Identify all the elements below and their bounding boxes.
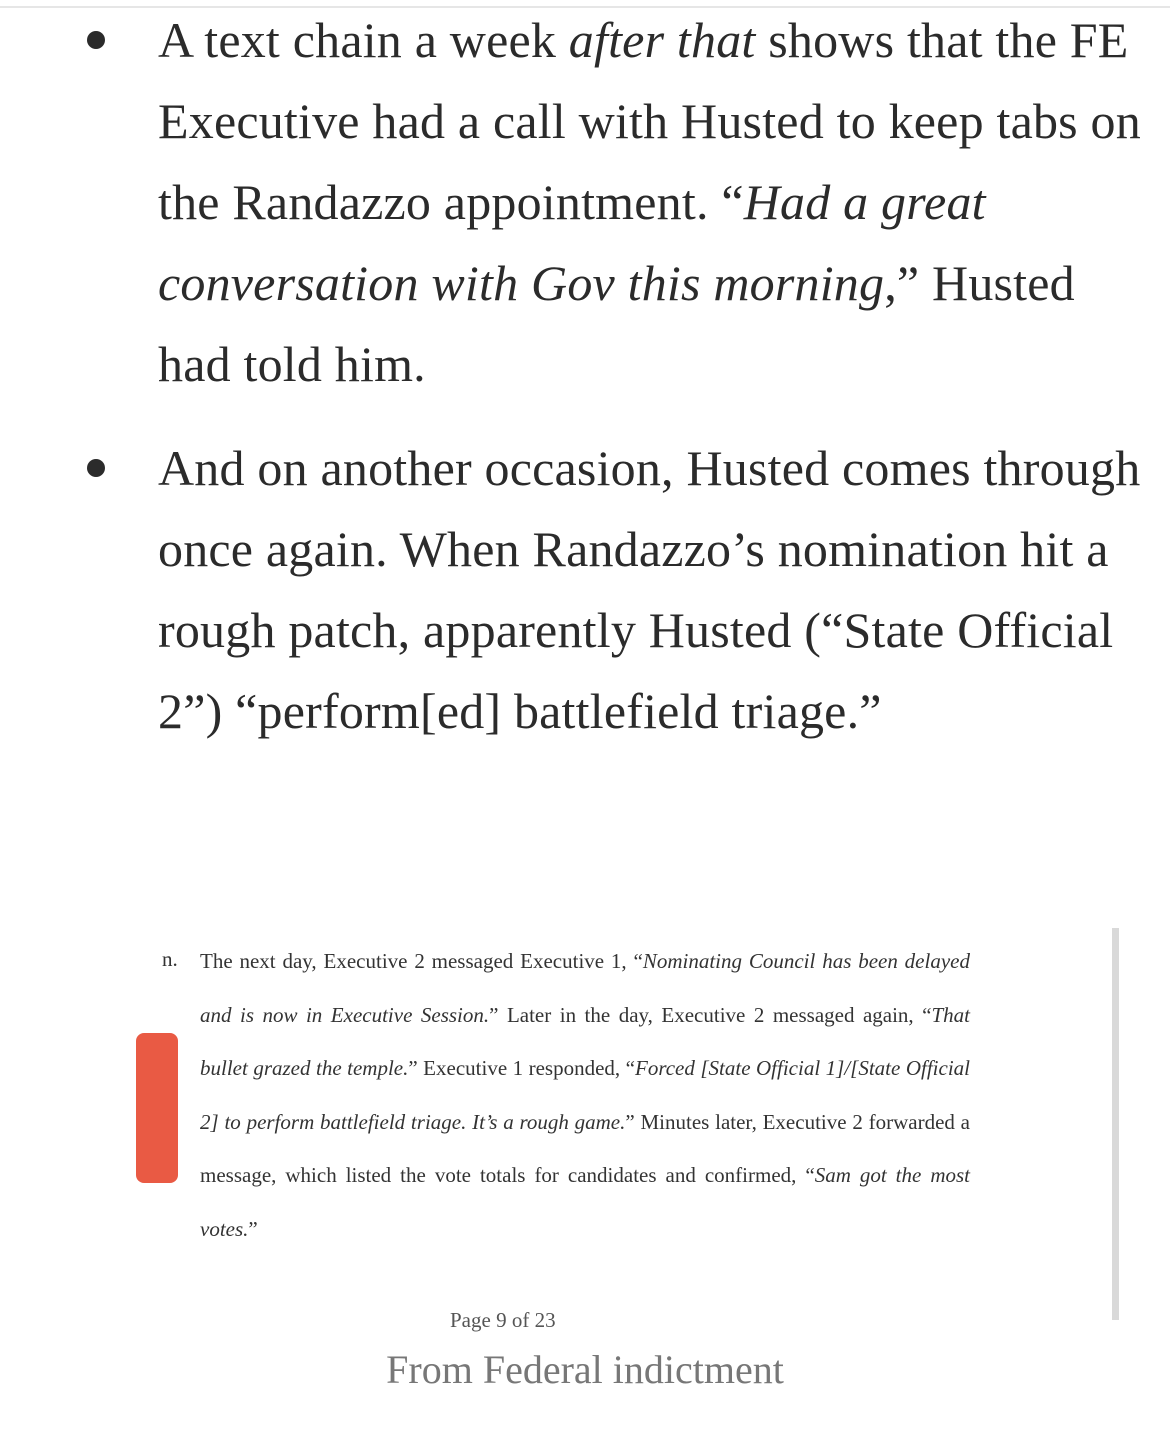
figure-caption: From Federal indictment: [386, 1347, 784, 1392]
image-edge-bar: [1112, 928, 1119, 1320]
bullet-text-segment: And on another occasion, Husted comes through once again. When Randazzo’s nomination hit a rough patch, apparently Husted (“State Official 2”) “perform[ed] battlefield triage.”: [158, 440, 1141, 739]
indictment-segment: ” Later in the day, Executive 2 messaged again, “: [489, 1002, 932, 1027]
bullet-text-segment: ,” Husted had told him.: [158, 255, 1075, 392]
indictment-paragraph: [200, 935, 970, 1256]
page-footer-cutoff: Page 9 of 23: [450, 1308, 556, 1332]
indictment-segment: That bullet grazed the temple.: [200, 1002, 970, 1080]
indictment-segment: The next day, Executive 2 messaged Executive 1, “: [200, 949, 643, 973]
bullet-text-segment: after that: [568, 12, 756, 68]
bullet-text-2: [158, 428, 1143, 752]
paragraph-label: n.: [162, 947, 178, 971]
indictment-excerpt-image: [130, 925, 1125, 1332]
indictment-segment: ” Executive 1 responded, “: [408, 1056, 635, 1080]
indictment-segment: Sam got the most votes.: [200, 1163, 970, 1241]
bullet-text-segment: shows that the FE Executive had a call with Husted to keep tabs on the Randazzo appointment. “: [158, 12, 1141, 230]
bullet-dot: [87, 31, 105, 49]
bullet-dot: [87, 459, 105, 477]
indictment-segment: Nominating Council has been delayed and is now in Executive Session.: [200, 949, 970, 1027]
red-highlight-mark: [136, 1033, 178, 1183]
indictment-segment: ”: [248, 1216, 258, 1241]
bullet-text-1: [158, 0, 1143, 405]
indictment-segment: Forced [State Official 1]/[State Official 2] to perform battlefield triage. It’s a rough game.: [200, 1056, 970, 1134]
bullet-text-segment: A text chain a week: [158, 12, 569, 68]
indictment-segment: ” Minutes later, Executive 2 forwarded a message, which listed the vote totals for candidates and confirmed, “: [200, 1109, 970, 1187]
bullet-text-segment: Had a great conversation with Gov this morning: [158, 174, 986, 311]
